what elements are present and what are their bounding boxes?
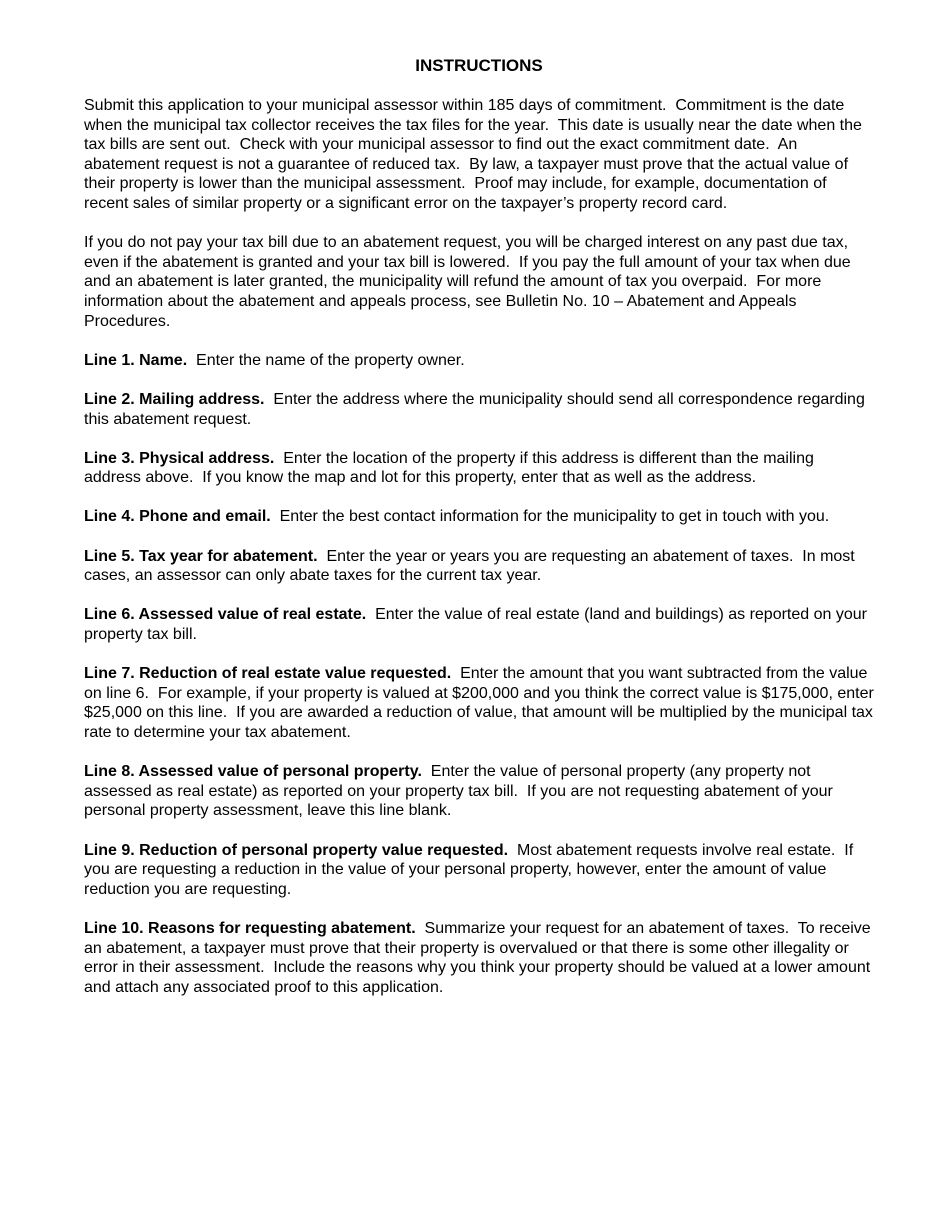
line-instruction-5	[84, 547, 874, 586]
line-instruction-9	[84, 841, 874, 900]
page-title: INSTRUCTIONS	[415, 56, 543, 75]
line-text: Summarize your request for an abatement of taxes. To receive an abatement, a taxpayer must prove that their property is overvalued or that there is some other illegality or error in their assessment. Include the reasons why you think your property should be valued at a lower amount and attach any associated proof to this application.	[84, 919, 871, 996]
line-instruction-10	[84, 919, 874, 997]
line-label: Line 7. Reduction of real estate value requested.	[84, 665, 452, 683]
line-instruction-3	[84, 449, 874, 488]
line-instruction-8	[84, 762, 874, 821]
line-label: Line 1. Name.	[84, 351, 188, 369]
line-text: Enter the amount that you want subtracted from the value on line 6. For example, if your property is valued at $200,000 and you think the correct value is $175,000, enter $25,000 on this line. If you are awarded a reduction of value, that amount will be multiplied by the municipal tax rate to determine your tax abatement.	[84, 665, 874, 741]
line-instruction-1	[84, 351, 874, 371]
line-label: Line 10. Reasons for requesting abatement.	[84, 919, 416, 937]
line-text: Enter the value of personal property (any property not assessed as real estate) as reported on your property tax bill. If you are not requesting abatement of your personal property assessment, leave this line blank.	[84, 763, 833, 820]
line-label: Line 6. Assessed value of real estate.	[84, 606, 367, 624]
line-text: Enter the address where the municipality should send all correspondence regarding this abatement request.	[84, 390, 865, 428]
line-text: Enter the best contact information for the municipality to get in touch with you.	[270, 508, 830, 526]
line-label: Line 2. Mailing address.	[84, 390, 265, 408]
line-instruction-2	[84, 390, 874, 429]
intro-paragraph-commitment: Submit this application to your municipal assessor within 185 days of commitment. Commitment is the date when the municipal tax collector receives the tax files for the year. This date is usually near the date when the tax bills are sent out. Check with your municipal assessor to find out the exact commitment date. An abatement request is not a guarantee of reduced tax. By law, a taxpayer must prove that the actual value of their property is lower than the municipal assessment. Proof may include, for example, documentation of recent sales of similar property or a significant error on the taxpayer’s property record card.	[84, 97, 862, 212]
line-text: Enter the location of the property if this address is different than the mailing address above. If you know the map and lot for this property, enter that as well as the address.	[84, 449, 814, 487]
line-text: Enter the value of real estate (land and buildings) as reported on your property tax bill.	[84, 606, 867, 644]
line-label: Line 8. Assessed value of personal property.	[84, 763, 422, 781]
line-label: Line 3. Physical address.	[84, 449, 275, 467]
instructions-page	[84, 55, 874, 1017]
line-instruction-7	[84, 664, 874, 742]
line-text: Most abatement requests involve real estate. If you are requesting a reduction in the value of your personal property, however, enter the amount of value reduction you are requesting.	[84, 841, 854, 898]
line-label: Line 9. Reduction of personal property value requested.	[84, 841, 509, 859]
line-label: Line 4. Phone and email.	[84, 508, 271, 526]
line-label: Line 5. Tax year for abatement.	[84, 547, 318, 565]
intro-paragraph-interest: If you do not pay your tax bill due to an abatement request, you will be charged interest on any past due tax, even if the abatement is granted and your tax bill is lowered. If you pay the full amount of your tax when due and an abatement is later granted, the municipality will refund the amount of tax you overpaid. For more information about the abatement and appeals process, see Bulletin No. 10 – Abatement and Appeals Procedures.	[84, 234, 851, 330]
line-text: Enter the name of the property owner.	[187, 351, 465, 369]
line-instruction-4	[84, 507, 874, 527]
line-instruction-6	[84, 605, 874, 644]
line-text: Enter the year or years you are requesting an abatement of taxes. In most cases, an assessor can only abate taxes for the current tax year.	[84, 547, 855, 585]
